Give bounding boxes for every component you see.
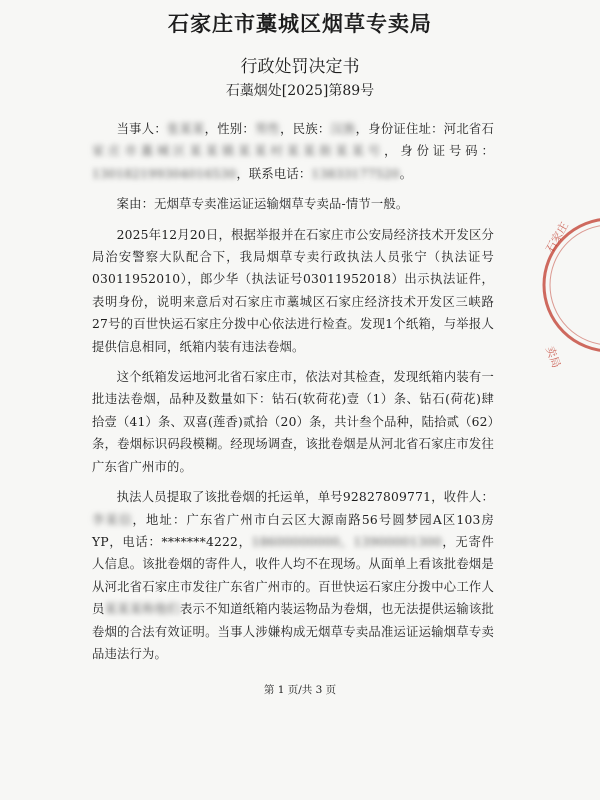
redacted-recipient: 李某信	[92, 512, 133, 527]
paragraph-waybill: 执法人员提取了该批卷烟的托运单，单号92827809771，收件人：李某信，地址：广东省广州市白云区大源南路56号圆梦园A区103房YP，电话：*******4222，18600000000，13900001300，无寄件人信息。该批卷烟的寄件人，收件人均不在现场。从面单上看该批卷烟是从河北省石家庄市发往广东省广州市的。百世快运石家庄分拨中心工作人员某某某称他们表示不知道纸箱内装运物品为卷烟，也无法提供运输该批卷烟的合法有效证明。当事人涉嫌构成无烟草专卖品准运证运输烟草专卖品违法行为。	[92, 490, 495, 661]
redacted-phone: 13833177520	[311, 166, 400, 181]
page-indicator: 第 1 页/共 3 页	[263, 684, 337, 696]
party-info: 当事人：张某某，性别：男性，民族：汉族，身份证住址：河北省石家庄市藁城区某某镇某某村某某街某某号，身份证号码：130182199304016530，联系电话：13833177520。	[92, 122, 494, 181]
redacted-name: 张某某	[166, 122, 205, 136]
redacted-address: 家庄市藁城区某某镇某某村某某街某某号	[92, 144, 385, 159]
document-subtitle: 行政处罚决定书	[240, 57, 360, 77]
svg-text:卖局: 卖局	[543, 344, 563, 370]
document-title: 石家庄市藁城区烟草专卖局	[168, 11, 432, 36]
redacted-ethnic: 汉族	[330, 122, 356, 136]
seal-icon	[540, 190, 600, 380]
svg-text:石家庄: 石家庄	[543, 219, 572, 255]
redacted-staff: 某某某称他们	[104, 602, 180, 617]
document-number: 石藁烟处[2025]第89号	[225, 83, 375, 99]
redacted-gender: 男性	[255, 122, 281, 136]
redacted-id-number: 130182199304016530	[92, 166, 237, 181]
redacted-phones: 18600000000，13900001300	[251, 534, 442, 549]
document-body	[92, 118, 494, 673]
official-seal-stamp	[540, 190, 600, 380]
case-cause: 案由：无烟草专卖准运证运输烟草专卖品-情节一般。	[116, 197, 409, 212]
paragraph-inspection: 2025年12月20日，根据举报并在石家庄市公安局经济技术开发区分局治安警察大队配合下，我局烟草专卖行政执法人员张宁（执法证号03011952010），郎少华（执法证号03011952018）出示执法证件，表明身份，说明来意后对石家庄市藁城区石家庄经济技术开发区三峡路27号的百世快运石家庄分拨中心依法进行检查。发现1个纸箱，与举报人提供信息相同，纸箱内装有违法卷烟。	[92, 227, 494, 354]
paragraph-findings: 这个纸箱发运地河北省石家庄市，依法对其检查，发现纸箱内装有一批违法卷烟，品种及数量如下：钻石(软荷花)壹（1）条、钻石(荷花)肆拾壹（41）条、双喜(莲香)贰拾（20）条，共计叁个品种，陆拾贰（62）条，卷烟标识码段模糊。经现场调查，该批卷烟是从河北省石家庄市发往广东省广州市的。	[92, 370, 494, 474]
